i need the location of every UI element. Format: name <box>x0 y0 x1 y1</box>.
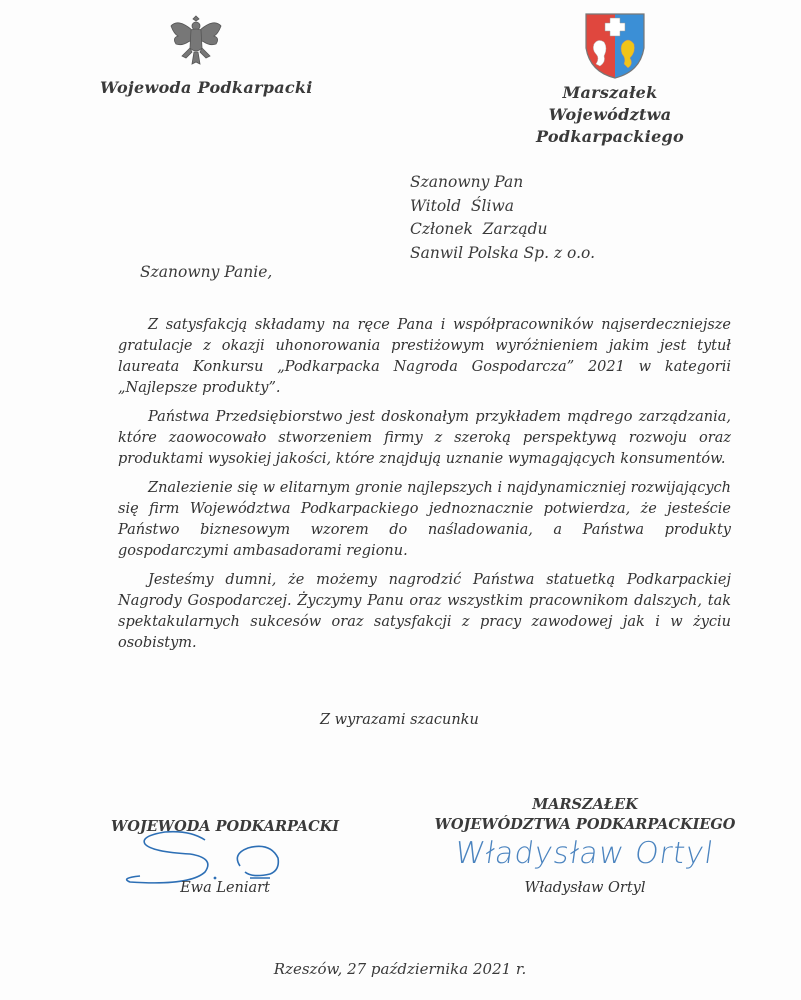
marshal-title-line2: Województwa Podkarpackiego <box>535 105 685 146</box>
recipient-line-4: Sanwil Polska Sp. z o.o. <box>410 243 596 262</box>
body-paragraph-1: Z satysfakcją składamy na ręce Pana i współpracowników najserdeczniejsze gratulacje z okazji uhonorowania prestiżowym wyróżnieniem jakim jest tytuł laureata Konkursu „Podkarpacka Nagroda Gospodarcza” 2021 w kategorii „Najlepsze produkty”. <box>118 317 731 396</box>
body-paragraph-4: Jesteśmy dumni, że możemy nagrodzić Państwa statuetką Podkarpackiej Nagrody Gospodarczej. Życzymy Panu oraz wszystkim pracownikom dalszych, tak spektakularnych sukcesów oraz satysfakcji z pracy zawodowej jak i w życiu osobistym. <box>118 572 731 651</box>
letterhead-voivode-title: Wojewoda Podkarpacki <box>100 78 313 97</box>
signature-right-title-line2: WOJEWÓDZTWA PODKARPACKIEGO <box>434 816 736 833</box>
signature-left-title: WOJEWODA PODKARPACKI <box>110 818 340 835</box>
body-paragraph-3: Znalezienie się w elitarnym gronie najlepszych i najdynamiczniej rozwijających się firm Województwa Podkarpackiego jednoznacznie potwierdza, że jesteście Państwo biznesowym wzorem do naśladowania, a Państwa produkty gospodarczymi ambasadorami regionu. <box>118 480 731 559</box>
place-and-date: Rzeszów, 27 października 2021 r. <box>273 960 527 978</box>
polish-eagle-emblem-icon <box>168 10 224 70</box>
closing-phrase: Z wyrazami szacunku <box>320 712 479 728</box>
recipient-address <box>410 171 595 265</box>
salutation: Szanowny Panie, <box>140 263 273 281</box>
handwritten-signature-left-icon <box>120 828 300 888</box>
letter-body <box>118 315 731 660</box>
signature-right-title-line1: MARSZAŁEK <box>532 796 638 813</box>
recipient-line-2: Witold Śliwa <box>410 196 514 215</box>
signature-right-name: Władysław Ortyl <box>524 880 646 896</box>
recipient-line-3: Członek Zarządu <box>410 220 548 238</box>
coat-of-arms-icon <box>584 12 646 80</box>
letterhead-marshal-title <box>480 82 740 148</box>
marshal-title-line1: Marszałek <box>562 83 658 102</box>
handwritten-signature-right: Władysław Ortyl <box>452 836 717 871</box>
signature-left-name: Ewa Leniart <box>180 880 270 896</box>
recipient-line-1: Szanowny Pan <box>410 173 524 191</box>
signature-right-title <box>420 795 750 835</box>
body-paragraph-2: Państwa Przedsiębiorstwo jest doskonałym przykładem mądrego zarządzania, które zaowocowało stworzeniem firmy z szeroką perspektywą rozwoju oraz produktami wysokiej jakości, które znajdują uznanie wymagających konsumentów. <box>118 409 731 467</box>
